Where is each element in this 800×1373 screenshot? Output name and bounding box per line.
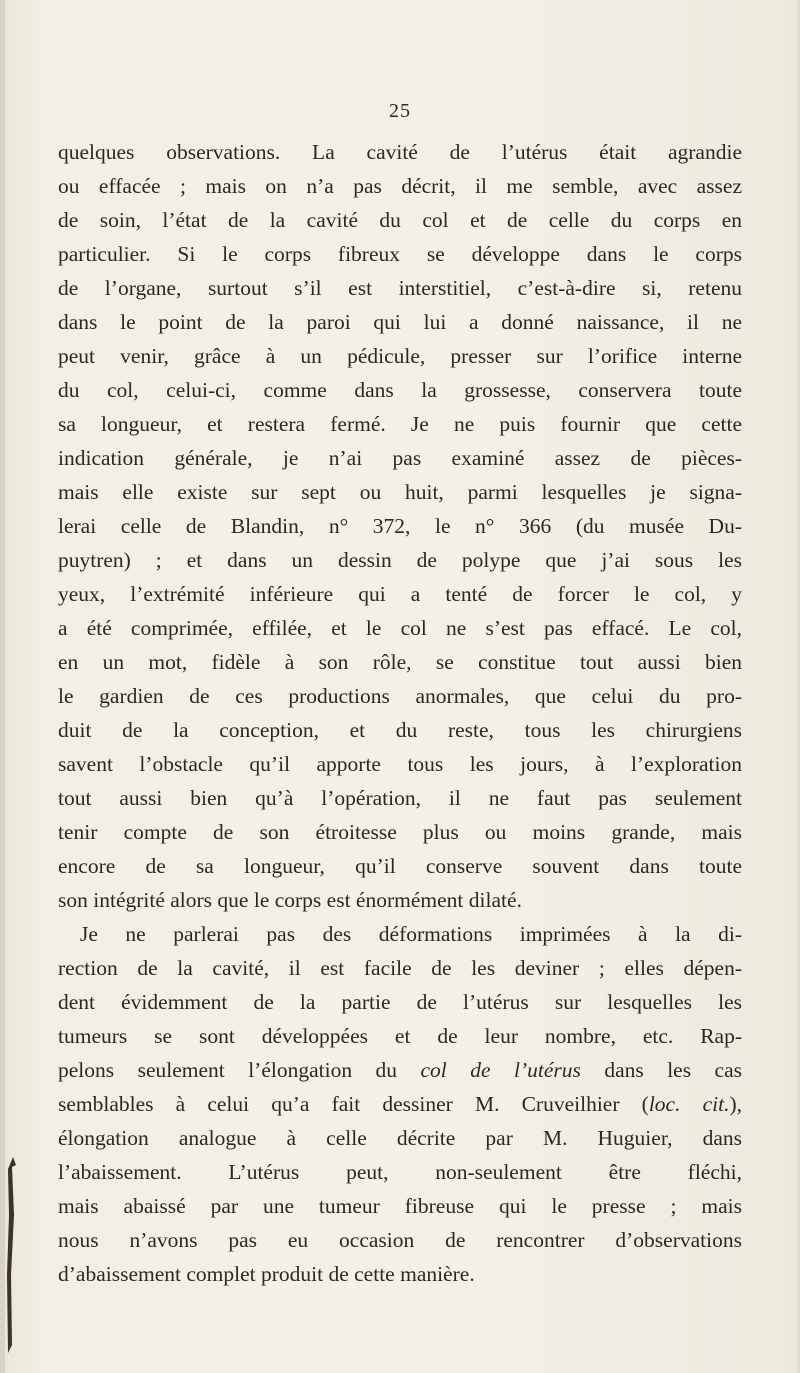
text-line: de soin, l’état de la cavité du col et de celle du corps en	[58, 208, 742, 232]
text-line: quelques observations. La cavité de l’utérus était agrandie	[58, 140, 742, 164]
text-segment: semblables à celui qu’a fait dessiner M. Cruveilhier (	[58, 1092, 649, 1116]
text-line: peut venir, grâce à un pédicule, presser sur l’orifice interne	[58, 344, 742, 368]
text-line: duit de la conception, et du reste, tous les chirurgiens	[58, 718, 742, 742]
text-segment: dans les cas	[580, 1058, 742, 1082]
text-line: en un mot, fidèle à son rôle, se constitue tout aussi bien	[58, 650, 742, 674]
text-line: indication générale, je n’ai pas examiné assez de pièces-	[58, 446, 742, 470]
text-segment: ),	[729, 1092, 742, 1116]
text-line: dent évidemment de la partie de l’utérus sur lesquelles les	[58, 990, 742, 1014]
text-line: nous n’avons pas eu occasion de rencontrer d’observations	[58, 1228, 742, 1252]
text-line: tout aussi bien qu’à l’opération, il ne faut pas seulement	[58, 786, 742, 810]
text-line: d’abaissement complet produit de cette manière.	[58, 1262, 475, 1286]
page-number: 25	[389, 100, 411, 122]
text-line: mais elle existe sur sept ou huit, parmi lesquelles je signa-	[58, 480, 742, 504]
body-text	[58, 135, 742, 1291]
text-line: Je ne parlerai pas des déformations imprimées à la di-	[80, 922, 742, 946]
text-line: son intégrité alors que le corps est énormément dilaté.	[58, 888, 522, 912]
text-line: particulier. Si le corps fibreux se développe dans le corps	[58, 242, 742, 266]
text-line: lerai celle de Blandin, n° 372, le n° 366 (du musée Du-	[58, 514, 742, 538]
text-segment: pelons seulement l’élongation du	[58, 1058, 421, 1082]
text-line: sa longueur, et restera fermé. Je ne puis fournir que cette	[58, 412, 742, 436]
text-line: mais abaissé par une tumeur fibreuse qui le presse ; mais	[58, 1194, 742, 1218]
text-line: élongation analogue à celle décrite par M. Huguier, dans	[58, 1126, 742, 1150]
text-line: savent l’obstacle qu’il apporte tous les jours, à l’exploration	[58, 752, 742, 776]
text-line: tumeurs se sont développées et de leur nombre, etc. Rap-	[58, 1024, 742, 1048]
text-line: dans le point de la paroi qui lui a donné naissance, il ne	[58, 310, 742, 334]
text-line: ou effacée ; mais on n’a pas décrit, il me semble, avec assez	[58, 174, 742, 198]
text-line	[58, 1053, 742, 1087]
text-line: a été comprimée, effilée, et le col ne s’est pas effacé. Le col,	[58, 616, 742, 640]
text-line: encore de sa longueur, qu’il conserve souvent dans toute	[58, 854, 742, 878]
text-line: rection de la cavité, il est facile de les deviner ; elles dépen-	[58, 956, 742, 980]
text-line: puytren) ; et dans un dessin de polype que j’ai sous les	[58, 548, 742, 572]
text-line: l’abaissement. L’utérus peut, non-seulement être fléchi,	[58, 1160, 742, 1184]
text-line: tenir compte de son étroitesse plus ou moins grande, mais	[58, 820, 742, 844]
text-line: le gardien de ces productions anormales, que celui du pro-	[58, 684, 742, 708]
text-line	[58, 1087, 742, 1121]
text-line: de l’organe, surtout s’il est interstitiel, c’est-à-dire si, retenu	[58, 276, 742, 300]
italic-segment: col de l’utérus	[420, 1058, 581, 1082]
text-line: yeux, l’extrémité inférieure qui a tenté de forcer le col, y	[58, 582, 742, 606]
margin-ink-mark	[4, 1155, 18, 1355]
text-line: du col, celui-ci, comme dans la grossesse, conservera toute	[58, 378, 742, 402]
italic-segment: loc. cit.	[648, 1092, 730, 1116]
